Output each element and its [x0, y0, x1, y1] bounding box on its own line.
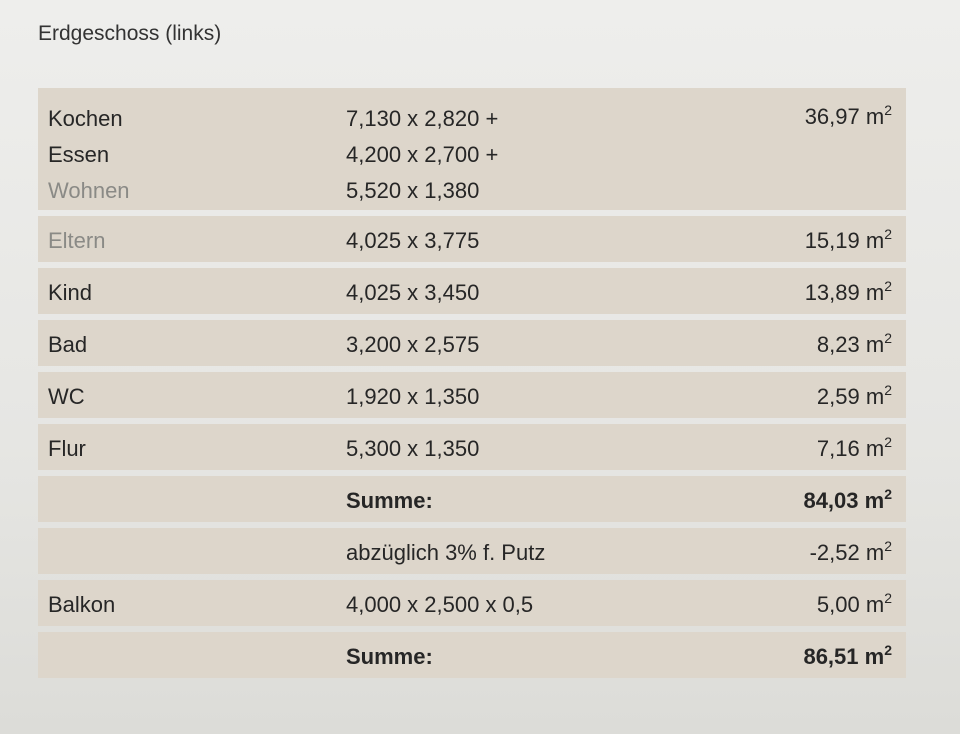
room-name-wohnen: Wohnen: [48, 178, 130, 203]
area-value: 2,59: [816, 384, 860, 409]
area-value: 7,16: [816, 436, 860, 461]
table-row: [38, 216, 906, 262]
deduction-label: abzüglich 3% f. Putz: [346, 540, 546, 565]
area-unit: m: [865, 104, 885, 129]
room-cell: [48, 104, 328, 212]
total-row: [38, 632, 906, 678]
area-unit: m: [865, 332, 885, 357]
area-cell: [672, 104, 892, 130]
sum-label: Summe:: [346, 644, 433, 669]
room-name: Balkon: [48, 592, 116, 617]
area-unit-exp: 2: [884, 278, 892, 294]
area-value: 36,97: [804, 104, 860, 129]
area-unit: m: [865, 228, 885, 253]
dims-cell: 1,920 x 1,350: [346, 384, 480, 409]
deduction-row: [38, 528, 906, 574]
area-unit-exp: 2: [884, 538, 892, 554]
area-table: [38, 88, 906, 678]
area-cell: [672, 540, 892, 566]
area-unit-exp: 2: [884, 226, 892, 242]
area-unit: m: [865, 384, 885, 409]
dims-essen: 4,200 x 2,700 +: [346, 142, 499, 167]
area-unit: m: [865, 592, 885, 617]
table-row: [38, 88, 906, 210]
area-unit-exp: 2: [884, 486, 892, 502]
dims-cell: 5,300 x 1,350: [346, 436, 480, 461]
section-heading: Erdgeschoss (links): [38, 22, 222, 45]
area-unit-exp: 2: [884, 642, 892, 658]
room-name: Bad: [48, 332, 88, 357]
dims-wohnen: 5,520 x 1,380: [346, 178, 480, 203]
area-value: 15,19: [804, 228, 860, 253]
area-unit: m: [865, 280, 885, 305]
table-row: [38, 268, 906, 314]
area-unit: m: [865, 436, 885, 461]
area-cell: [672, 332, 892, 358]
area-cell: [672, 436, 892, 462]
area-unit-exp: 2: [884, 590, 892, 606]
area-value: 5,00: [816, 592, 860, 617]
dims-kochen: 7,130 x 2,820 +: [346, 106, 499, 131]
area-unit-exp: 2: [884, 330, 892, 346]
area-unit: m: [864, 488, 885, 513]
area-cell: [672, 644, 892, 670]
area-value: 86,51: [803, 644, 859, 669]
table-row: [38, 372, 906, 418]
area-value: 13,89: [804, 280, 860, 305]
area-cell: [672, 280, 892, 306]
dims-cell: 4,000 x 2,500 x 0,5: [346, 592, 534, 617]
area-unit: m: [865, 540, 885, 565]
area-value: 8,23: [816, 332, 860, 357]
area-unit-exp: 2: [884, 102, 892, 118]
area-cell: [672, 384, 892, 410]
room-name: Flur: [48, 436, 86, 461]
area-unit-exp: 2: [884, 382, 892, 398]
dims-cell: 3,200 x 2,575: [346, 332, 480, 357]
room-name-essen: Essen: [48, 142, 110, 167]
area-unit-exp: 2: [884, 434, 892, 450]
area-value: 84,03: [803, 488, 859, 513]
table-row: [38, 580, 906, 626]
room-name: WC: [48, 384, 85, 409]
room-name: Kind: [48, 280, 93, 305]
sum-label: Summe:: [346, 488, 433, 513]
dims-cell: 4,025 x 3,775: [346, 228, 480, 253]
area-cell: [672, 592, 892, 618]
dims-cell: 4,025 x 3,450: [346, 280, 480, 305]
room-name: Eltern: [48, 228, 106, 253]
area-cell: [672, 228, 892, 254]
subtotal-row: [38, 476, 906, 522]
room-name-kochen: Kochen: [48, 106, 123, 131]
area-cell: [672, 488, 892, 514]
area-unit: m: [864, 644, 885, 669]
area-value: -2,52: [809, 540, 860, 565]
table-row: [38, 424, 906, 470]
table-row: [38, 320, 906, 366]
